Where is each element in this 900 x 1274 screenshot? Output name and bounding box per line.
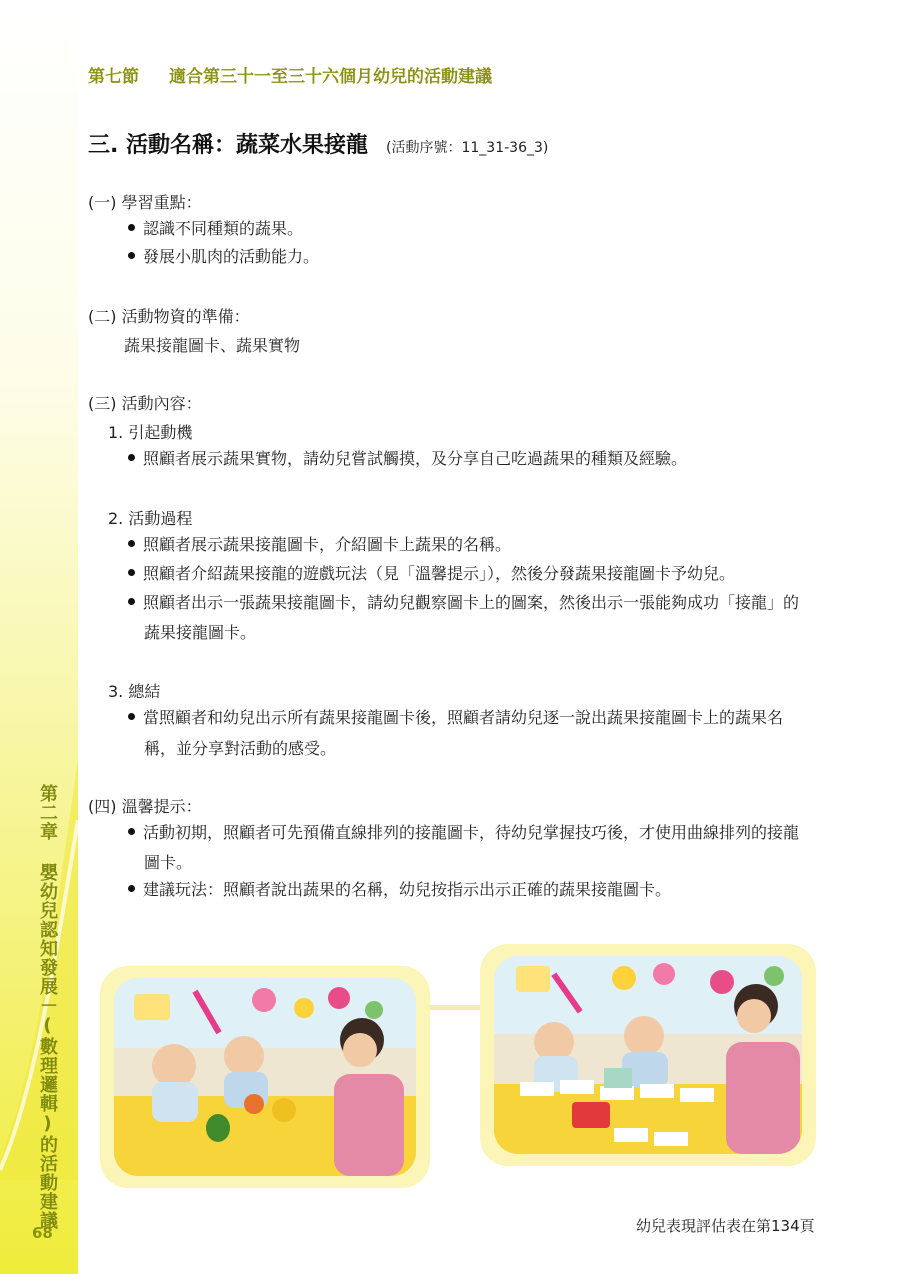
photo-frame-right	[480, 944, 816, 1166]
assessment-reference: 幼兒表現評估表在第134頁	[636, 1217, 815, 1235]
activity-serial: (活動序號：11_31-36_3)	[386, 140, 549, 156]
list-item-continuation: 圖卡。	[144, 853, 193, 872]
tips-heading: (四) 溫馨提示：	[88, 797, 202, 816]
bullet-icon	[128, 598, 135, 605]
content-heading: (三) 活動內容：	[88, 394, 202, 413]
activity-name: 三. 活動名稱：蔬菜水果接龍	[88, 133, 369, 158]
list-item: 照顧者展示蔬果實物，請幼兒嘗試觸摸，及分享自己吃過蔬果的種類及經驗。	[128, 445, 687, 473]
list-item: 活動初期，照顧者可先預備直線排列的接龍圖卡，待幼兒掌握技巧後，才使用曲線排列的接龍	[128, 819, 799, 847]
photo-frame-left	[100, 966, 430, 1188]
activity-photo-left	[114, 978, 416, 1176]
section-number: 第七節	[88, 67, 139, 87]
list-item: 照顧者展示蔬果接龍圖卡，介紹圖卡上蔬果的名稱。	[128, 531, 511, 559]
bullet-icon	[128, 252, 135, 259]
activity-title	[88, 128, 548, 159]
list-item: 建議玩法：照顧者說出蔬果的名稱，幼兒按指示出示正確的蔬果接龍圖卡。	[128, 876, 671, 904]
chapter-title: 第二章 嬰幼兒認知發展－(數理邏輯)的活動建議	[37, 784, 58, 1230]
bullet-icon	[128, 828, 135, 835]
bullet-icon	[128, 224, 135, 231]
bullet-icon	[128, 540, 135, 547]
page-number: 68	[32, 1224, 53, 1242]
list-item: 發展小肌肉的活動能力。	[128, 243, 319, 271]
materials-text: 蔬果接龍圖卡、蔬果實物	[124, 336, 301, 355]
bullet-icon	[128, 885, 135, 892]
bullet-icon	[128, 454, 135, 461]
section-title: 適合第三十一至三十六個月幼兒的活動建議	[169, 67, 492, 87]
step-label: 3. 總結	[108, 682, 161, 701]
bullet-icon	[128, 713, 135, 720]
section-header	[88, 62, 492, 87]
list-item: 當照顧者和幼兒出示所有蔬果接龍圖卡後，照顧者請幼兒逐一說出蔬果接龍圖卡上的蔬果名	[128, 704, 783, 732]
step-label: 2. 活動過程	[108, 509, 193, 528]
list-item-continuation: 稱，並分享對活動的感受。	[144, 739, 337, 758]
list-item-continuation: 蔬果接龍圖卡。	[144, 623, 257, 642]
learning-focus-heading: (一) 學習重點：	[88, 193, 202, 212]
list-item: 認識不同種類的蔬果。	[128, 215, 303, 243]
bullet-icon	[128, 569, 135, 576]
materials-heading: (二) 活動物資的準備：	[88, 307, 250, 326]
step-label: 1. 引起動機	[108, 423, 193, 442]
list-item: 照顧者出示一張蔬果接龍圖卡，請幼兒觀察圖卡上的圖案，然後出示一張能夠成功「接龍」的	[128, 589, 799, 617]
activity-photo-right	[494, 956, 802, 1154]
list-item: 照顧者介紹蔬果接龍的遊戲玩法（見「溫馨提示」），然後分發蔬果接龍圖卡予幼兒。	[128, 560, 735, 588]
